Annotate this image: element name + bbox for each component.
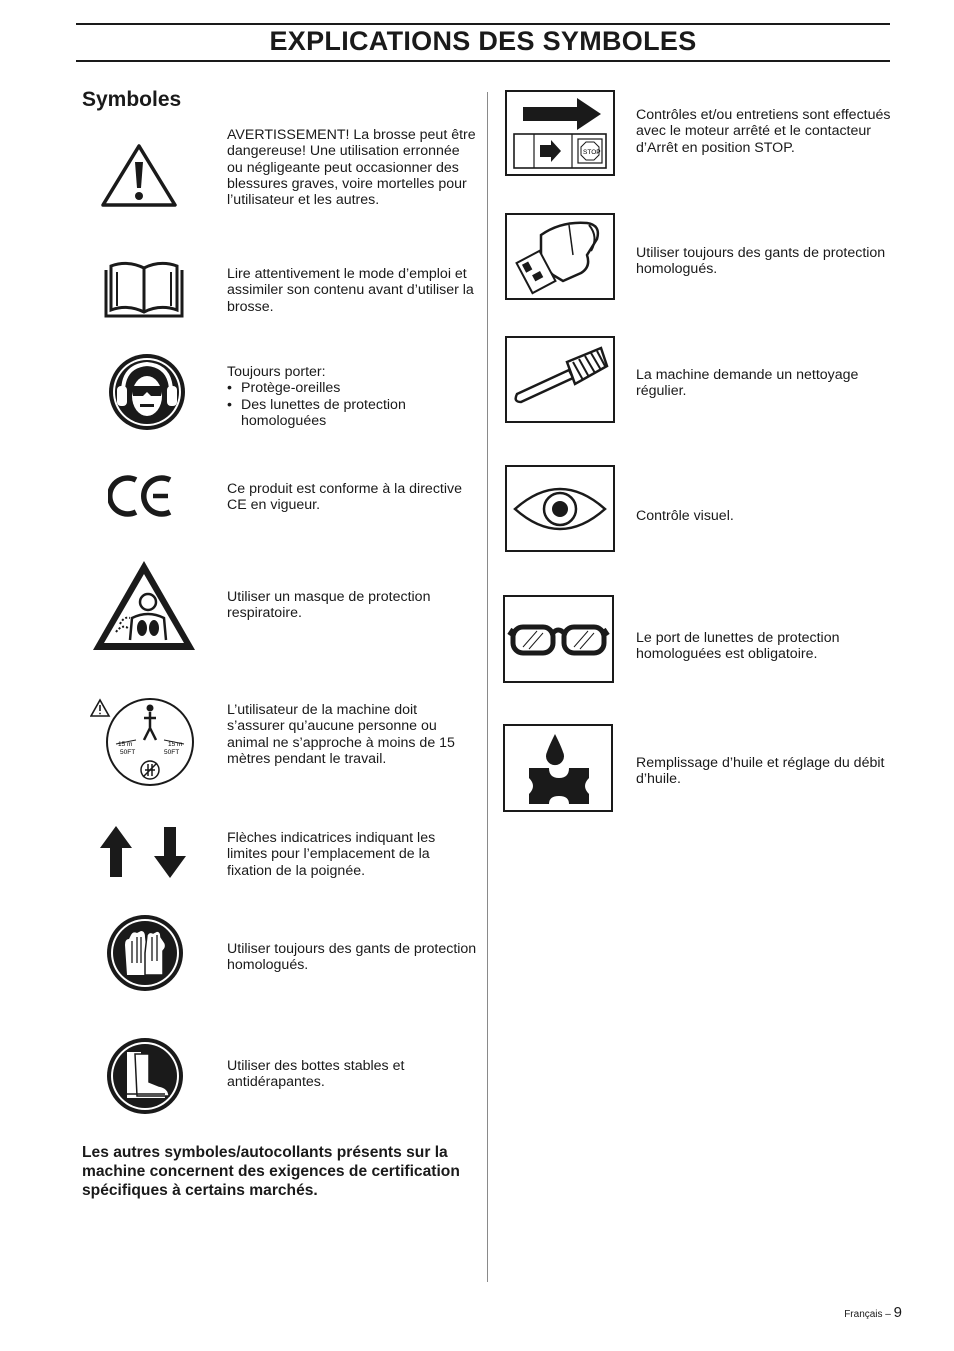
- header-bottom-rule: [76, 60, 890, 62]
- gloves-icon: [105, 913, 185, 993]
- brush-icon: [507, 338, 613, 421]
- brush-description: La machine demande un nettoyage régulier.: [636, 367, 859, 400]
- warning-triangle-icon: [100, 142, 178, 208]
- boots-icon: [105, 1036, 185, 1116]
- protection-bullet-eye: • Des lunettes de protection homologuées: [227, 397, 477, 430]
- page-footer: [844, 1304, 902, 1321]
- feet-right-label: 50FT: [164, 749, 180, 756]
- oil-drop-chain-icon: [505, 726, 611, 810]
- manual-description: Lire attentivement le mode d’emploi et assimiler son contenu avant d’utiliser la brosse.: [227, 266, 474, 315]
- feet-left-label: 50FT: [120, 749, 136, 756]
- distance-description: L’utilisateur de la machine doit s’assurer qu’aucune personne ou animal ne s’approche à moins de 15 mètres pendant le travail.: [227, 702, 455, 767]
- ce-mark-icon: [108, 472, 174, 520]
- respirator-warning-icon: [90, 558, 198, 654]
- protection-list: [227, 380, 477, 429]
- brush-frame: [505, 336, 615, 423]
- page-title: EXPLICATIONS DES SYMBOLES: [269, 26, 697, 56]
- section-title: Symboles: [82, 88, 182, 111]
- stop-label: STOP: [583, 149, 601, 156]
- eye-description: Contrôle visuel.: [636, 508, 734, 524]
- safety-glasses-icon: [505, 597, 612, 681]
- glasses-description: Le port de lunettes de protection homologuées est obligatoire.: [636, 630, 840, 663]
- protection-bullet-ear: • Protège-oreilles: [227, 380, 477, 396]
- respirator-description: Utiliser un masque de protection respiratoire.: [227, 589, 431, 622]
- glasses-frame: [503, 595, 614, 683]
- warning-description: AVERTISSEMENT! La brosse peut être dangereuse! Une utilisation erronnée ou négligeante peut occasionner des blessures graves, voire mortelles pour l’utilisateur et les autres.: [227, 127, 476, 209]
- safety-distance-icon: [90, 696, 198, 788]
- eye-icon: [507, 467, 613, 550]
- glove-description: Utiliser toujours des gants de protection homologués.: [636, 245, 886, 278]
- protection-intro: Toujours porter:: [227, 364, 326, 380]
- open-book-icon: [102, 260, 186, 320]
- eye-frame: [505, 465, 615, 552]
- ear-eye-protection-icon: [107, 352, 187, 432]
- distance-right-label: 15 m: [168, 741, 183, 748]
- oil-frame: [503, 724, 613, 812]
- oil-description: Remplissage d’huile et réglage du débit d’huile.: [636, 755, 885, 788]
- arrows-description: Flèches indicatrices indiquant les limites pour l’emplacement de la fixation de la poignée.: [227, 830, 436, 879]
- distance-left-label: 15 m: [118, 741, 133, 748]
- arrow-stop-frame: [505, 90, 615, 176]
- glove-frame: [505, 213, 615, 300]
- gloves-description: Utiliser toujours des gants de protection homologués.: [227, 941, 477, 974]
- protection-description: [227, 364, 477, 429]
- page-number: 9: [893, 1304, 902, 1321]
- certification-note: Les autres symboles/autocollants présents sur la machine concernent des exigences de certification spécifiques à certains marchés.: [82, 1144, 460, 1199]
- glove-icon: [507, 215, 613, 298]
- arrow-stop-icon: [507, 92, 613, 174]
- ce-description: Ce produit est conforme à la directive CE en vigueur.: [227, 481, 462, 514]
- stop-description: Contrôles et/ou entretiens sont effectués avec le moteur arrêté et le contacteur d’Arrêt en position STOP.: [636, 107, 891, 156]
- boots-description: Utiliser des bottes stables et antidérapantes.: [227, 1058, 405, 1091]
- footer-language: Français –: [844, 1309, 891, 1320]
- column-divider: [487, 92, 488, 1282]
- up-down-arrows-icon: [98, 824, 194, 880]
